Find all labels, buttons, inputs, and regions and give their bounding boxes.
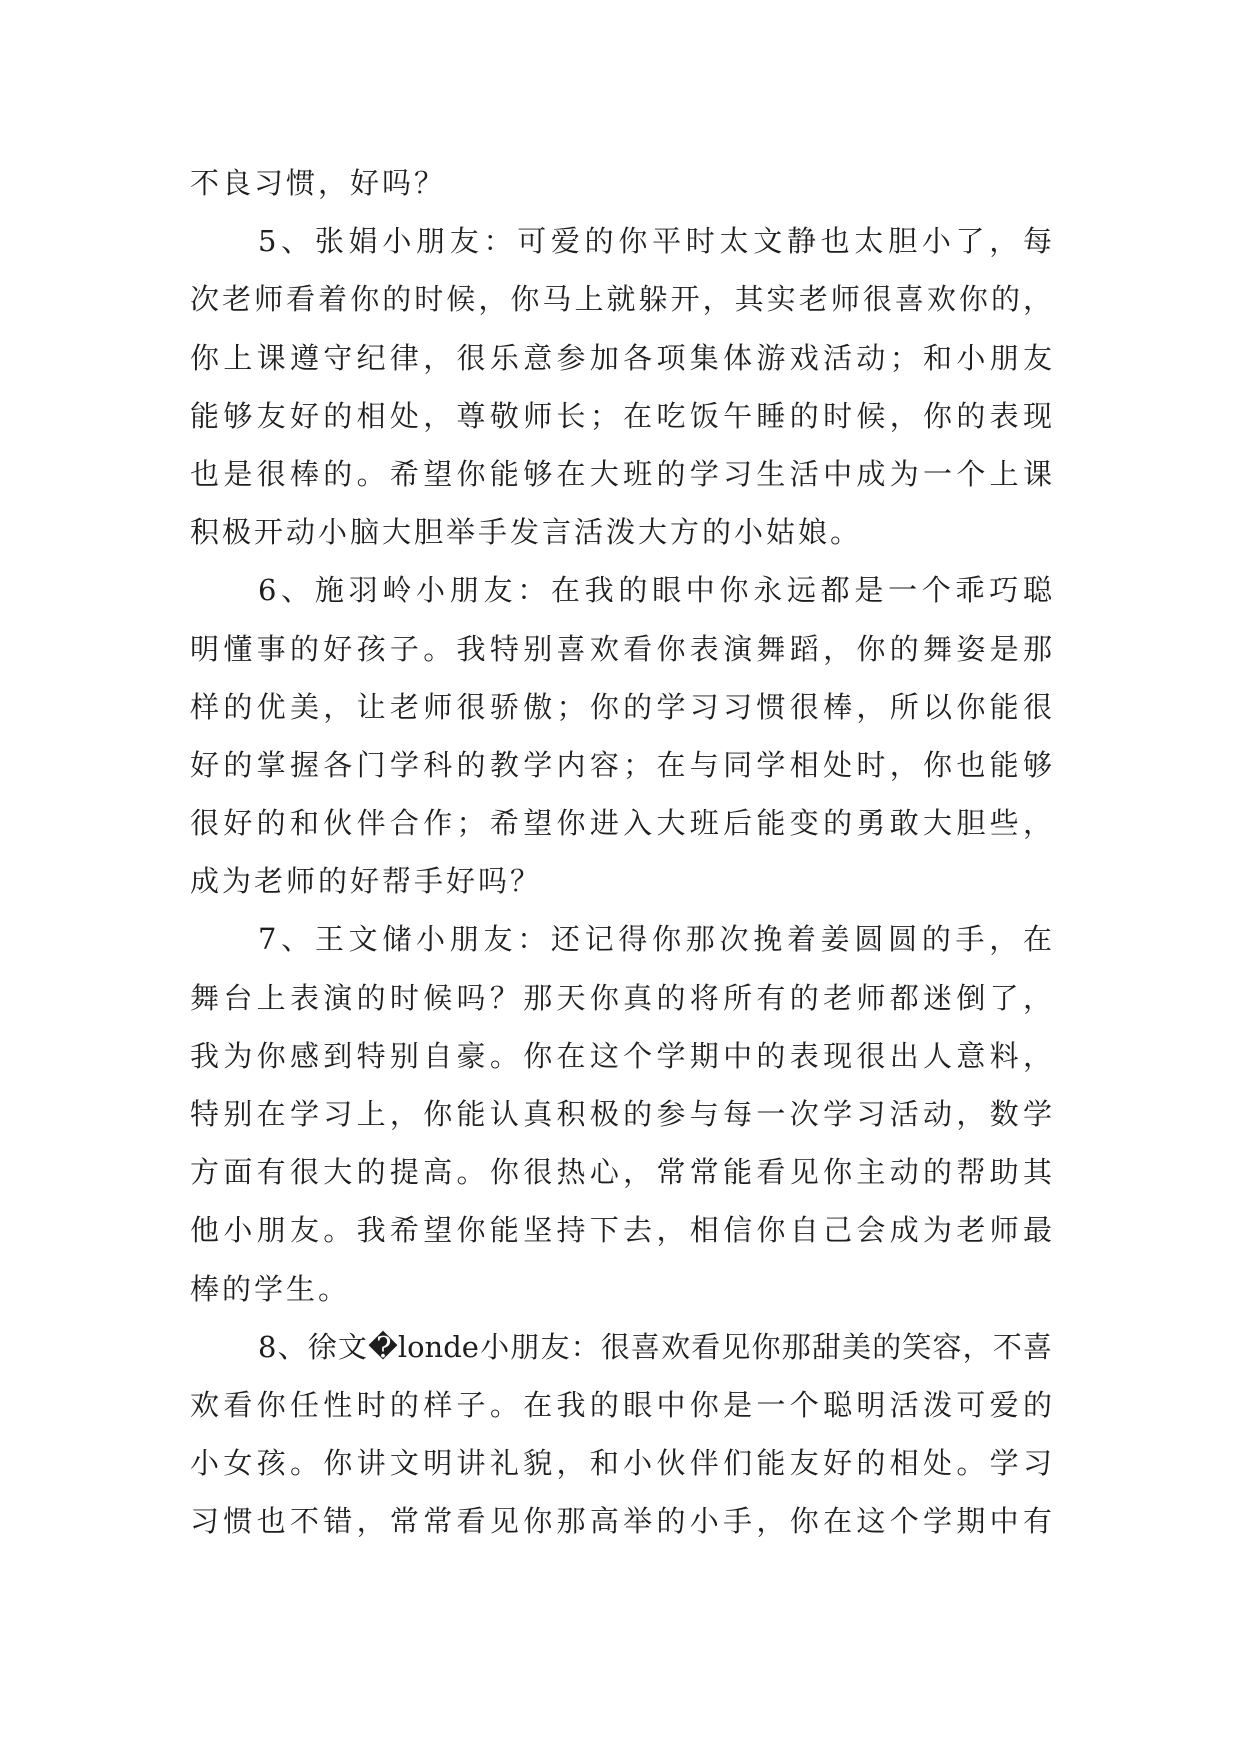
text-line: 很好的和伙伴合作；希望你进入大班后能变的勇敢大胆些， xyxy=(190,806,1052,841)
text-line: 特别在学习上，你能认真积极的参与每一次学习活动，数学 xyxy=(190,1097,1052,1131)
document-body xyxy=(190,154,1052,1551)
text-line: 不良习惯，好吗？ xyxy=(190,166,447,200)
text-line: 欢看你任性时的样子。在我的眼中你是一个聪明活泼可爱的 xyxy=(190,1387,1052,1422)
text-line: 我为你感到特别自豪。你在这个学期中的表现很出人意料， xyxy=(190,1038,1052,1073)
paragraph-first-line: 6、施羽岭小朋友：在我的眼中你永远都是一个乖巧聪 xyxy=(258,573,1052,608)
text-line: 好的掌握各门学科的教学内容；在与同学相处时，你也能够 xyxy=(190,747,1052,782)
text-line: 也是很棒的。希望你能够在大班的学习生活中成为一个上课 xyxy=(190,456,1052,491)
text-line: 成为老师的好帮手好吗？ xyxy=(190,864,543,899)
text-line: 样的优美，让老师很骄傲；你的学习习惯很棒，所以你能很 xyxy=(190,689,1052,724)
paragraph-first-line: 5、张娟小朋友：可爱的你平时太文静也太胆小了，每 xyxy=(258,224,1052,259)
paragraph-first-line: 7、王文储小朋友：还记得你那次挽着姜圆圆的手，在 xyxy=(258,922,1052,957)
text-line: 明懂事的好孩子。我特别喜欢看你表演舞蹈，你的舞姿是那 xyxy=(190,631,1052,666)
paragraph-first-line: 8、徐文�londe小朋友：很喜欢看见你那甜美的笑容，不喜 xyxy=(258,1329,1052,1364)
text-line: 棒的学生。 xyxy=(190,1271,351,1306)
text-line: 积极开动小脑大胆举手发言活泼大方的小姑娘。 xyxy=(190,515,863,550)
text-line: 你上课遵守纪律，很乐意参加各项集体游戏活动；和小朋友 xyxy=(190,340,1052,375)
text-line: 小女孩。你讲文明讲礼貌，和小伙伴们能友好的相处。学习 xyxy=(190,1446,1052,1481)
text-line: 次老师看着你的时候，你马上就躲开，其实老师很喜欢你的， xyxy=(190,282,1052,317)
text-line: 舞台上表演的时候吗？那天你真的将所有的老师都迷倒了， xyxy=(190,980,1052,1015)
text-line: 习惯也不错，常常看见你那高举的小手，你在这个学期中有 xyxy=(190,1504,1052,1539)
text-line: 他小朋友。我希望你能坚持下去，相信你自己会成为老师最 xyxy=(190,1213,1052,1248)
text-line: 方面有很大的提高。你很热心，常常能看见你主动的帮助其 xyxy=(190,1155,1052,1190)
text-line: 能够友好的相处，尊敬师长；在吃饭午睡的时候，你的表现 xyxy=(190,398,1052,433)
